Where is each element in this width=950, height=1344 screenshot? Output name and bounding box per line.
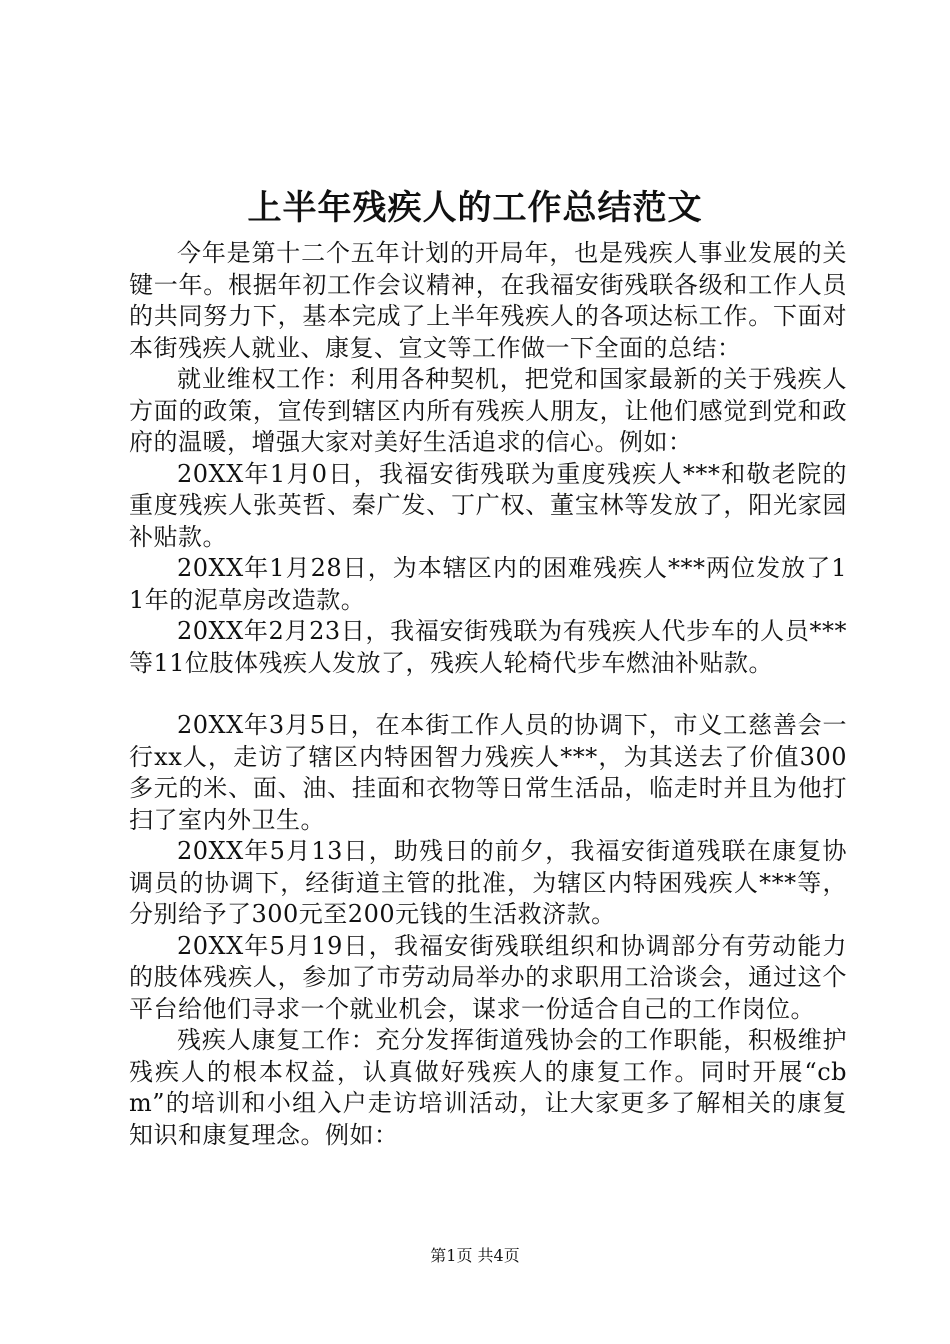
paragraph-jan-0: 20XX年1月0日，我福安街残联为重度残疾人***和敬老院的重度残疾人张英哲、秦广发、丁广权、董宝林等发放了，阳光家园补贴款。 [129, 459, 847, 551]
document-body [129, 238, 847, 1151]
page-footer: 第1页 共4页 [430, 1246, 520, 1265]
paragraph-employment: 就业维权工作：利用各种契机，把党和国家最新的关于残疾人方面的政策，宣传到辖区内所有残疾人朋友，让他们感觉到党和政府的温暖，增强大家对美好生活追求的信心。例如： [129, 365, 847, 456]
paragraph-jan-28: 20XX年1月28日，为本辖区内的困难残疾人***两位发放了11年的泥草房改造款。 [129, 554, 847, 614]
paragraph-may-13: 20XX年5月13日，助残日的前夕，我福安街道残联在康复协调员的协调下，经街道主管的批准，为辖区内特困残疾人***等，分别给予了300元至200元钱的生活救济款。 [129, 837, 847, 928]
paragraph-mar-5: 20XX年3月5日，在本街工作人员的协调下，市义工慈善会一行xx人，走访了辖区内特困智力残疾人***，为其送去了价值300多元的米、面、油、挂面和衣物等日常生活品，临走时并且为他打扫了室内外卫生。 [129, 711, 847, 834]
document-title: 上半年残疾人的工作总结范文 [247, 188, 703, 228]
paragraph-intro: 今年是第十二个五年计划的开局年，也是残疾人事业发展的关键一年。根据年初工作会议精神，在我福安街残联各级和工作人员的共同努力下，基本完成了上半年残疾人的各项达标工作。下面对本街残疾人就业、康复、宣文等工作做一下全面的总结： [129, 239, 847, 362]
paragraph-may-19: 20XX年5月19日，我福安街残联组织和协调部分有劳动能力的肢体残疾人，参加了市劳动局举办的求职用工洽谈会，通过这个平台给他们寻求一个就业机会，谋求一份适合自己的工作岗位。 [129, 931, 847, 1023]
paragraph-rehabilitation: 残疾人康复工作：充分发挥街道残协会的工作职能，积极维护残疾人的根本权益，认真做好残疾人的康复工作。同时开展“cbm”的培训和小组入户走访培训活动，让大家更多了解相关的康复知识和康复理念。例如： [129, 1026, 847, 1149]
paragraph-feb-23: 20XX年2月23日，我福安街残联为有残疾人代步车的人员***等11位肢体残疾人发放了，残疾人轮椅代步车燃油补贴款。 [129, 617, 847, 677]
